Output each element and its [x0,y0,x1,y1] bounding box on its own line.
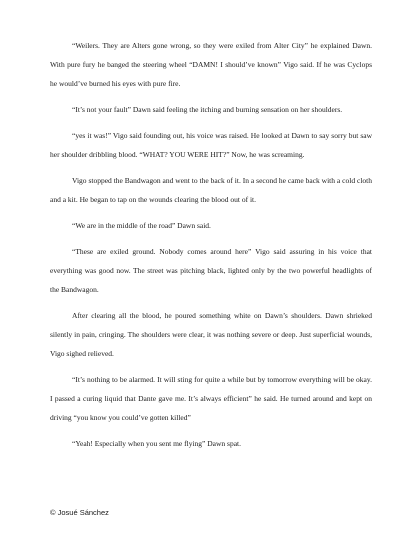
paragraph: “These are exiled ground. Nobody comes around here” Vigo said assuring in his voice that everything was good now. The street was pitching black, lighted only by the two powerful headlights of the Bandwagon. [50,247,372,294]
paragraph: “Yeah! Especially when you sent me flying” Dawn spat. [72,439,241,448]
paragraph: “Weilers. They are Alters gone wrong, so they were exiled from Alter City” he explained Dawn. With pure fury he banged the steering wheel “DAMN! I should’ve known” Vigo said. If he was Cyclops he would’ve burned his eyes with pure fire. [50,41,372,88]
paragraph: After clearing all the blood, he poured something white on Dawn’s shoulders. Dawn shrieked silently in pain, cringing. The shoulders were clear, it was nothing severe or deep. Just superficial wounds, Vigo sighed relieved. [50,311,372,358]
paragraph: “We are in the middle of the road” Dawn said. [72,221,211,230]
body-text [50,36,372,460]
paragraph: “It’s nothing to be alarmed. It will sting for quite a while but by tomorrow everything will be okay. I passed a curing liquid that Dante gave me. It’s always efficient” he said. He turned around and kept on driving “you know you could’ve gotten killed” [50,375,372,422]
paragraph: “It’s not your fault” Dawn said feeling the itching and burning sensation on her shoulders. [72,105,343,114]
paragraph: “yes it was!” Vigo said founding out, his voice was raised. He looked at Dawn to say sorry but saw her shoulder dribbling blood. “WHAT? YOU WERE HIT?” Now, he was screaming. [50,131,372,159]
paragraph: Vigo stopped the Bandwagon and went to the back of it. In a second he came back with a cold cloth and a kit. He began to tap on the wounds clearing the blood out of it. [50,176,372,204]
copyright-footer: © Josué Sánchez [50,508,109,517]
